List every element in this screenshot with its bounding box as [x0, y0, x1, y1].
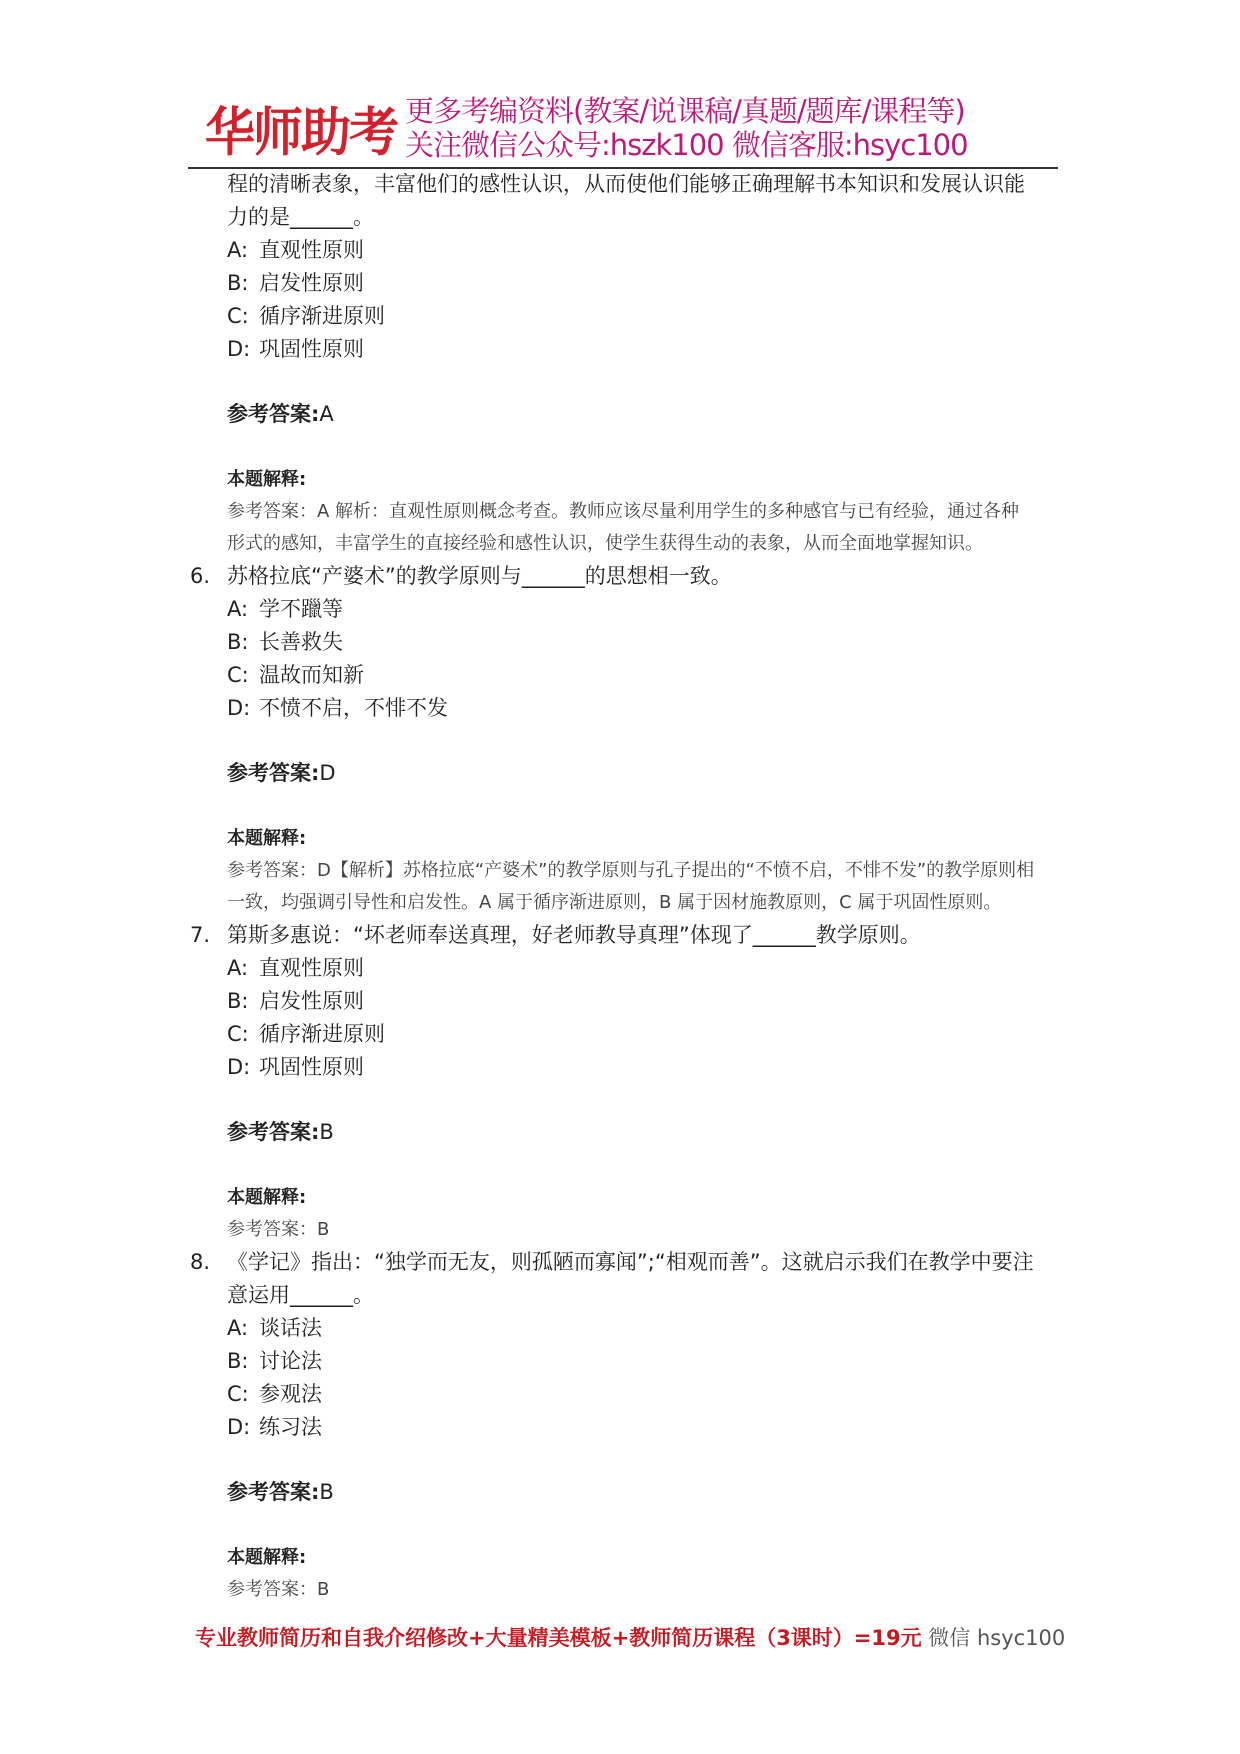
answer-option: [188, 1051, 1068, 1084]
option-letter: D:: [227, 1055, 251, 1079]
question-stem-line: [188, 1279, 1068, 1312]
option-text: 学不躐等: [259, 597, 343, 621]
reference-answer: [188, 1116, 1068, 1149]
answer-value: A: [319, 402, 334, 426]
answer-option: [188, 267, 1068, 300]
explanation-line: 参考答案：A 解析：直观性原则概念考查。教师应该尽量利用学生的多种感官与已有经验，通过各种: [227, 501, 1020, 522]
question-stem-text: 力的是______。: [227, 205, 374, 229]
answer-label: 参考答案:: [227, 402, 320, 426]
option-letter: B:: [227, 1349, 249, 1373]
header-tagline-2: 关注微信公众号:hszk100 微信客服:hsyc100: [405, 128, 968, 162]
answer-option: [188, 234, 1068, 267]
reference-answer: [188, 1476, 1068, 1509]
explanation-heading: 本题解释:: [227, 469, 307, 490]
question-number: 8.: [190, 1250, 211, 1274]
question-stem-text: 意运用______。: [227, 1283, 374, 1307]
answer-option: [188, 659, 1068, 692]
option-letter: D:: [227, 696, 251, 720]
answer-option: [188, 952, 1068, 985]
option-text: 讨论法: [259, 1349, 322, 1373]
question-number: 7.: [190, 923, 211, 947]
question-block: [188, 1246, 1068, 1606]
answer-option: [188, 692, 1068, 725]
question-stem-text: 苏格拉底“产婆术”的教学原则与______的思想相一致。: [227, 564, 732, 588]
option-letter: A:: [227, 597, 249, 621]
explanation-line: 一致，均强调引导性和启发性。A 属于循序渐进原则，B 属于因材施教原则，C 属于巩固性原则。: [227, 892, 1002, 913]
footer-promo-text: 专业教师简历和自我介绍修改+大量精美模板+教师简历课程（3课时）=19元: [195, 1626, 922, 1650]
option-text: 长善救失: [259, 630, 343, 654]
option-letter: B:: [227, 630, 249, 654]
question-stem-line: [188, 1246, 1068, 1279]
explanation-heading: 本题解释:: [227, 828, 307, 849]
answer-label: 参考答案:: [227, 1480, 320, 1504]
answer-option: [188, 300, 1068, 333]
option-letter: B:: [227, 989, 249, 1013]
explanation-heading: 本题解释:: [227, 1187, 307, 1208]
header-tagline-1: 更多考编资料(教案/说课稿/真题/题库/课程等): [405, 94, 965, 128]
question-stem-text: 《学记》指出：“独学而无友，则孤陋而寡闻”;“相观而善”。这就启示我们在教学中要注: [227, 1250, 1034, 1274]
explanation-heading: 本题解释:: [227, 1547, 307, 1568]
brand-logo: 华师助考: [205, 101, 397, 163]
answer-option: [188, 626, 1068, 659]
answer-value: B: [319, 1480, 334, 1504]
reference-answer: [188, 757, 1068, 790]
header-banner: [205, 88, 1035, 168]
question-list: [188, 168, 1068, 1606]
answer-label: 参考答案:: [227, 761, 320, 785]
option-letter: C:: [227, 663, 249, 687]
question-stem-line: [188, 919, 1068, 952]
option-text: 练习法: [259, 1415, 322, 1439]
question-stem-line: [188, 201, 1068, 234]
option-letter: B:: [227, 271, 249, 295]
question-block: [188, 919, 1068, 1246]
answer-option: [188, 1345, 1068, 1378]
option-letter: A:: [227, 956, 249, 980]
reference-answer: [188, 398, 1068, 431]
option-letter: D:: [227, 337, 251, 361]
question-stem-line: [188, 168, 1068, 201]
question-block: [188, 560, 1068, 919]
option-text: 不愤不启，不悱不发: [259, 696, 448, 720]
option-text: 循序渐进原则: [259, 304, 385, 328]
option-text: 巩固性原则: [259, 337, 364, 361]
option-text: 启发性原则: [259, 989, 364, 1013]
question-stem-text: 第斯多惠说：“坏老师奉送真理，好老师教导真理”体现了______教学原则。: [227, 923, 921, 947]
option-letter: A:: [227, 238, 249, 262]
option-text: 循序渐进原则: [259, 1022, 385, 1046]
question-block: [188, 168, 1068, 560]
explanation-line: 参考答案：B: [227, 1219, 330, 1240]
option-text: 温故而知新: [259, 663, 364, 687]
option-letter: C:: [227, 304, 249, 328]
answer-value: B: [319, 1120, 334, 1144]
explanation-line: 形式的感知，丰富学生的直接经验和感性认识，使学生获得生动的表象，从而全面地掌握知识。: [227, 533, 983, 554]
answer-label: 参考答案:: [227, 1120, 320, 1144]
footer-promo: [195, 1622, 1065, 1652]
footer-contact: 微信 hsyc100: [921, 1626, 1066, 1650]
question-stem-text: 程的清晰表象，丰富他们的感性认识，从而使他们能够正确理解书本知识和发展认识能: [227, 172, 1025, 196]
question-stem-line: [188, 560, 1068, 593]
option-text: 直观性原则: [259, 238, 364, 262]
option-text: 谈话法: [259, 1316, 322, 1340]
answer-value: D: [319, 761, 336, 785]
option-text: 巩固性原则: [259, 1055, 364, 1079]
answer-option: [188, 1312, 1068, 1345]
option-letter: C:: [227, 1022, 249, 1046]
question-number: 6.: [190, 564, 211, 588]
option-text: 启发性原则: [259, 271, 364, 295]
option-letter: D:: [227, 1415, 251, 1439]
answer-option: [188, 333, 1068, 366]
answer-option: [188, 985, 1068, 1018]
option-letter: C:: [227, 1382, 249, 1406]
explanation-line: 参考答案：D【解析】苏格拉底“产婆术”的教学原则与孔子提出的“不愤不启，不悱不发”的教学原则相: [227, 860, 1035, 881]
answer-option: [188, 1378, 1068, 1411]
option-letter: A:: [227, 1316, 249, 1340]
answer-option: [188, 1411, 1068, 1444]
option-text: 参观法: [259, 1382, 322, 1406]
explanation-line: 参考答案：B: [227, 1579, 330, 1600]
answer-option: [188, 1018, 1068, 1051]
option-text: 直观性原则: [259, 956, 364, 980]
answer-option: [188, 593, 1068, 626]
